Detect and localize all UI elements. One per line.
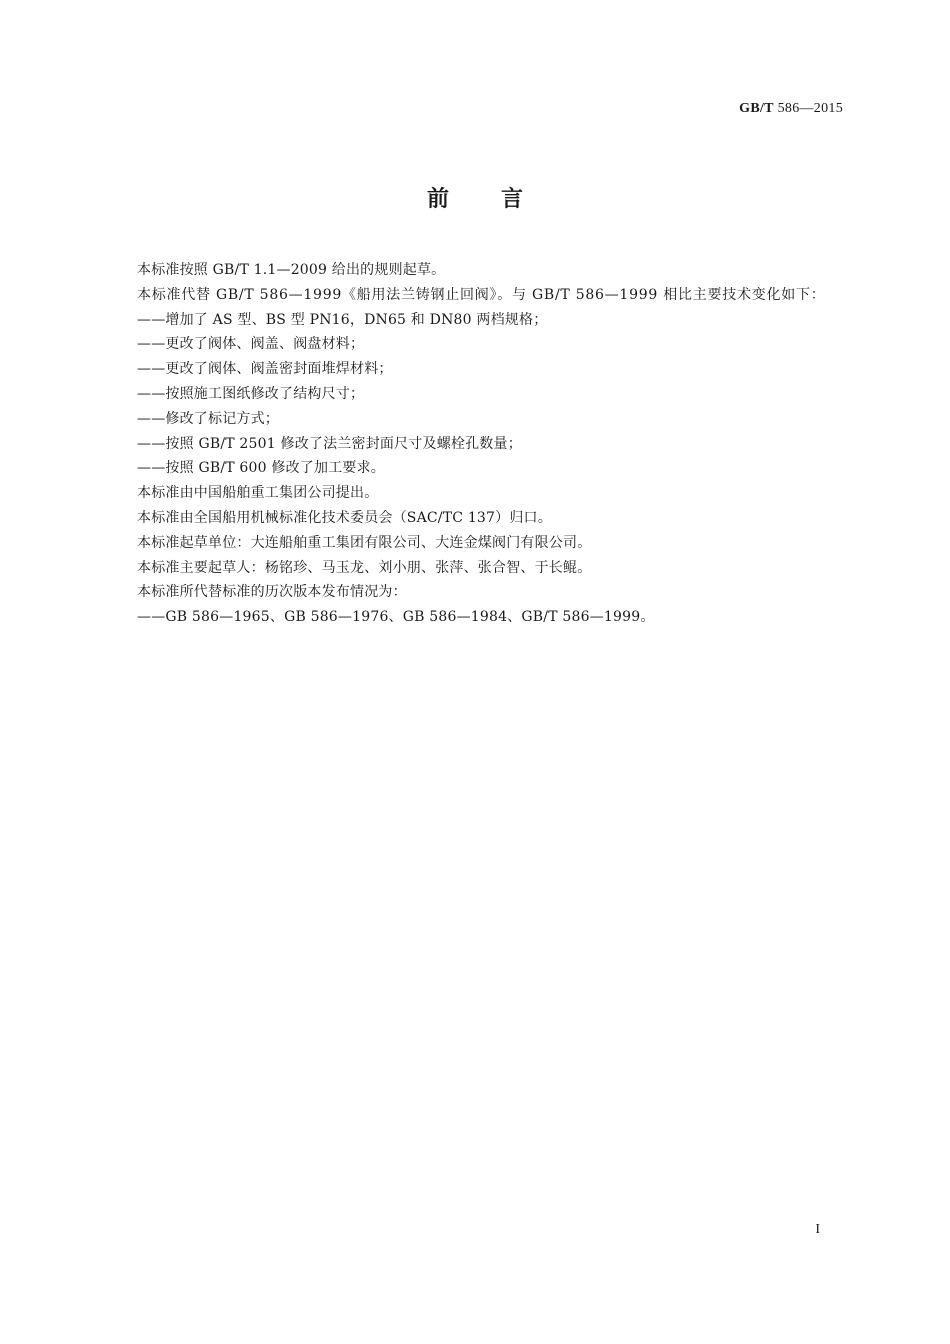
page-number: I	[815, 1222, 820, 1237]
paragraph-replacement: 本标准代替 GB/T 586—1999《船用法兰铸钢止回阀》。与 GB/T 586—1999 相比主要技术变化如下：	[137, 286, 826, 303]
paragraph-proposer: 本标准由中国船舶重工集团公司提出。	[137, 485, 379, 502]
change-item-materials: ——更改了阀体、阀盖、阀盘材料；	[137, 336, 365, 353]
standard-number: 586—2015	[777, 101, 843, 116]
paragraph-drafting-units: 本标准起草单位：大连船舶重工集团有限公司、大连金煤阀门有限公司。	[137, 534, 592, 551]
change-item-machining: ——按照 GB/T 600 修改了加工要求。	[137, 460, 385, 477]
change-item-flange: ——按照 GB/T 2501 修改了法兰密封面尺寸及螺栓孔数量；	[137, 435, 522, 452]
standard-prefix: GB/T	[739, 101, 774, 116]
paragraph-drafting-rules: 本标准按照 GB/T 1.1—2009 给出的规则起草。	[137, 262, 446, 278]
paragraph-drafters: 本标准主要起草人：杨铭珍、马玉龙、刘小朋、张萍、张合智、于长鲲。	[137, 559, 592, 576]
foreword-body	[108, 258, 844, 630]
paragraph-history-intro: 本标准所代替标准的历次版本发布情况为：	[137, 584, 407, 601]
history-item-versions: ——GB 586—1965、GB 586—1976、GB 586—1984、GB/T 586—1999。	[137, 609, 655, 626]
standard-code-header	[739, 101, 843, 117]
change-item-surfacing: ——更改了阀体、阀盖密封面堆焊材料；	[137, 361, 393, 378]
paragraph-administrator: 本标准由全国船用机械标准化技术委员会（SAC/TC 137）归口。	[137, 509, 552, 526]
change-item-dimensions: ——按照施工图纸修改了结构尺寸；	[137, 385, 365, 402]
change-item-add-specs: ——增加了 AS 型、BS 型 PN16，DN65 和 DN80 两档规格；	[137, 311, 548, 328]
change-item-marking: ——修改了标记方式；	[137, 410, 279, 427]
page-title: 前言	[426, 187, 575, 212]
